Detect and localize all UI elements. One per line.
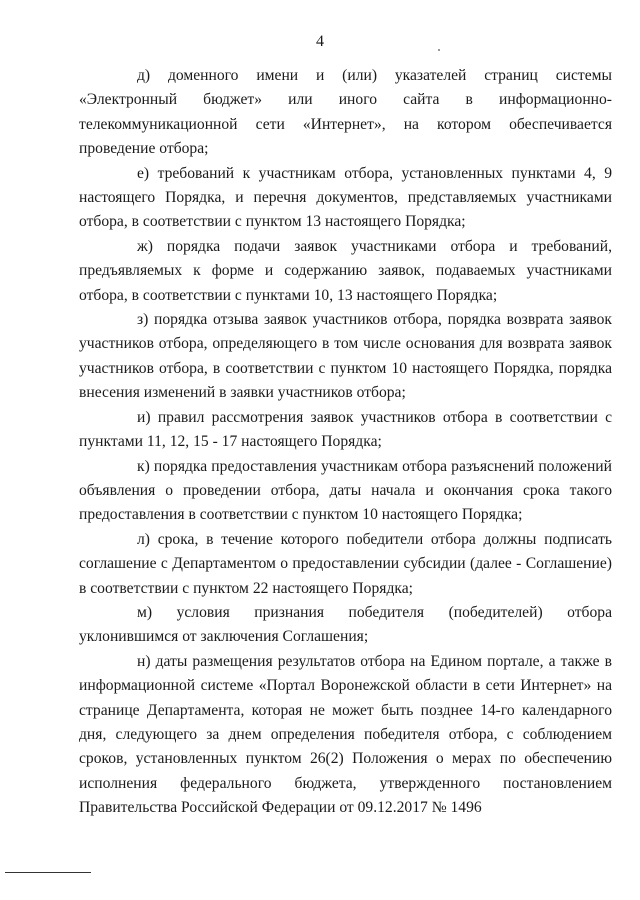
paragraph-z: з) порядка отзыва заявок участников отбора, порядка возврата заявок участников отбора, определяющего в том числе основания для возврата заявок участников отбора, в соответствии с пунктом 10 настоящего Порядка, порядка внесения изменений в заявки участников отбора; xyxy=(79,311,612,402)
paragraph-m: м) условия признания победителя (победителей) отбора уклонившимся от заключения Соглашения; xyxy=(79,603,612,646)
paragraph-zh: ж) порядка подачи заявок участниками отбора и требований, предъявляемых к форме и содержанию заявок, подаваемых участниками отбора, в соответствии с пунктами 10, 13 настоящего Порядка; xyxy=(79,237,612,304)
paragraph-k: к) порядка предоставления участникам отбора разъяснений положений объявления о проведении отбора, даты начала и окончания срока такого предоставления в соответствии с пунктом 10 настоящего Порядка; xyxy=(79,457,612,524)
paragraph-n: н) даты размещения результатов отбора на Едином портале, а также в информационной системе «Портал Воронежской области в сети Интернет» на странице Департамента, которая не может быть позднее 14-го календарного дня, следующего за днем определения победителя отбора, с соблюдением сроков, установленных пунктом 26(2) Положения о мерах по обеспечению исполнения федерального бюджета, утвержденного постановлением Правительства Российской Федерации от 09.12.2017 № 1496 xyxy=(79,652,612,817)
paragraph-l: л) срока, в течение которого победители отбора должны подписать соглашение с Департаментом о предоставлении субсидии (далее - Соглашение) в соответствии с пунктом 22 настоящего Порядка; xyxy=(79,530,612,597)
document-body xyxy=(79,64,612,821)
paragraph-e: е) требований к участникам отбора, установленных пунктами 4, 9 настоящего Порядка, и перечня документов, представляемых участниками отбора, в соответствии с пунктом 13 настоящего Порядка; xyxy=(79,164,612,231)
footnote-separator xyxy=(5,872,91,873)
paragraph-d: д) доменного имени и (или) указателей страниц системы «Электронный бюджет» или иного сайта в информационно-телекоммуникационной сети «Интернет», на котором обеспечивается проведение отбора; xyxy=(79,67,612,158)
scan-speck xyxy=(438,49,440,51)
page-number: 4 xyxy=(316,33,324,50)
paragraph-i: и) правил рассмотрения заявок участников отбора в соответствии с пунктами 11, 12, 15 - 17 настоящего Порядка; xyxy=(79,408,612,451)
